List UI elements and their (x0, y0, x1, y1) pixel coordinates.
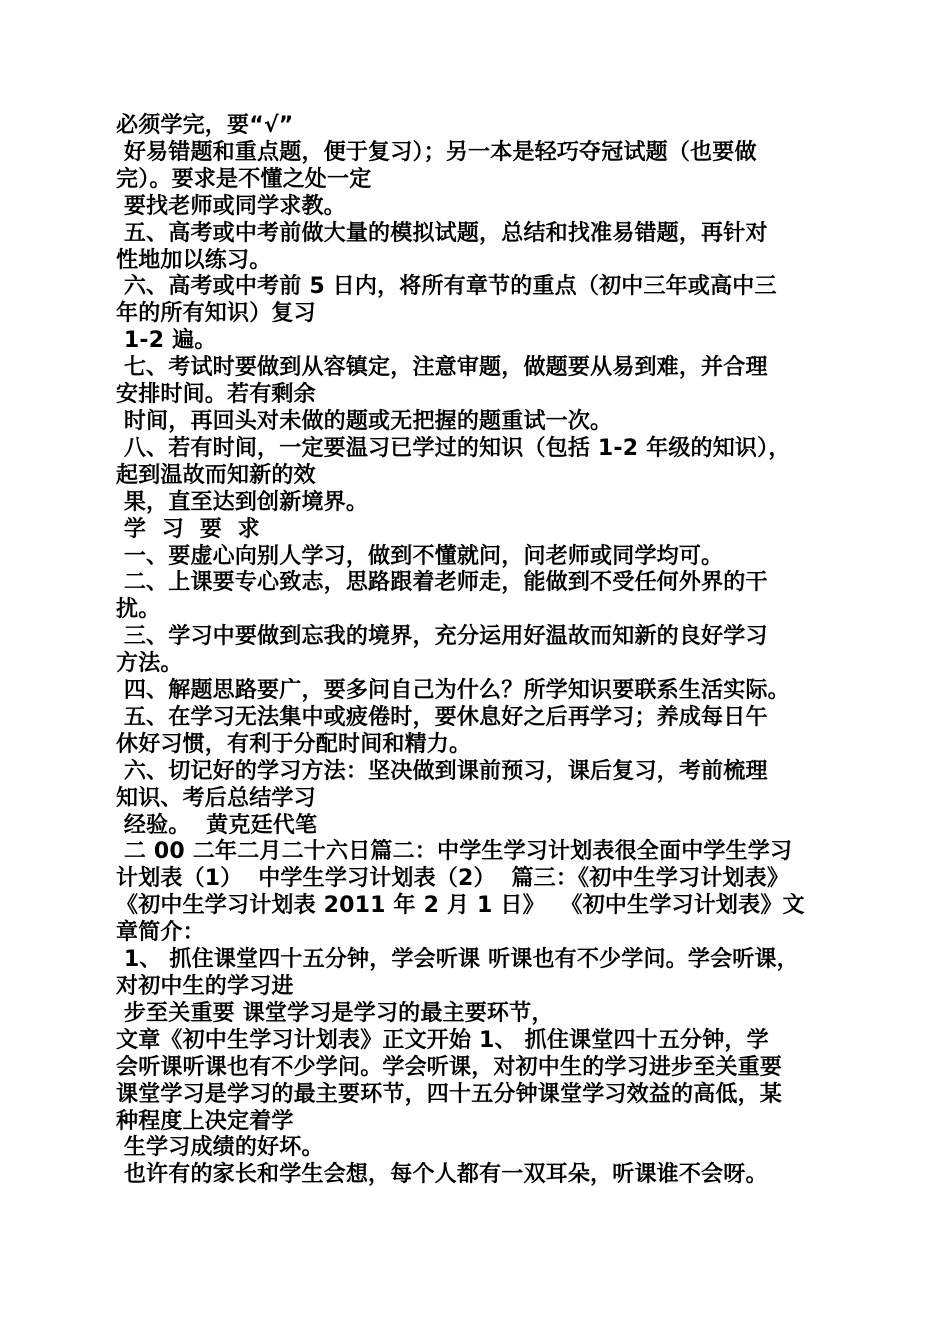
text-line: 二 00 二年二月二十六日篇二：中学生学习计划表很全面中学生学习 (116, 839, 793, 865)
text-line: 扰。 (116, 597, 161, 623)
text-line: 性地加以练习。 (116, 247, 272, 273)
text-line: 完）。要求是不懂之处一定 (116, 166, 372, 192)
text-line: 二、上课要专心致志，思路跟着老师走，能做到不受任何外界的干 (116, 570, 768, 596)
text-line: 六、高考或中考前 5 日内，将所有章节的重点（初中三年或高中三 (116, 274, 777, 300)
text-line: 四、解题思路要广，要多问自己为什么？所学知识要联系生活实际。 (116, 678, 790, 704)
text-line: 必须学完，要“√” (116, 113, 294, 138)
text-line: 也许有的家长和学生会想，每个人都有一双耳朵，听课谁不会呀。 (116, 1162, 768, 1188)
text-line: 起到温故而知新的效 (116, 462, 316, 488)
text-line: 1、 抓住课堂四十五分钟，学会听课 听课也有不少学问。学会听课， (116, 947, 799, 973)
text-line: 课堂学习是学习的最主要环节，四十五分钟课堂学习效益的高低，某 (116, 1081, 783, 1107)
text-line: 种程度上决定着学 (116, 1108, 294, 1134)
text-line: 年的所有知识）复习 (116, 301, 316, 327)
text-line: 七、考试时要做到从容镇定，注意审题，做题要从易到难，并合理 (116, 355, 768, 381)
text-line: 《初中生学习计划表 2011 年 2 月 1 日》 《初中生学习计划表》文 (116, 893, 805, 919)
text-line: 三、学习中要做到忘我的境界，充分运用好温故而知新的良好学习 (116, 624, 768, 650)
document-page (116, 113, 836, 1189)
text-line: 知识、考后总结学习 (116, 785, 316, 811)
text-line: 章简介： (116, 920, 205, 946)
text-line: 八、若有时间，一定要温习已学过的知识（包括 1-2 年级的知识）， (116, 435, 791, 461)
text-line: 生学习成绩的好坏。 (116, 1135, 324, 1161)
text-line: 安排时间。若有剩余 (116, 382, 316, 408)
text-line: 休好习惯，有利于分配时间和精力。 (116, 731, 472, 757)
text-line: 方法。 (116, 651, 183, 677)
text-line: 会听课听课也有不少学问。学会听课，对初中生的学习进步至关重要 (116, 1054, 783, 1080)
text-line: 1-2 遍。 (116, 328, 217, 354)
text-line: 文章《初中生学习计划表》正文开始 1、 抓住课堂四十五分钟，学 (116, 1027, 769, 1053)
text-line: 果，直至达到创新境界。 (116, 489, 369, 515)
text-line: 时间，再回头对未做的题或无把握的题重试一次。 (116, 408, 613, 434)
text-line: 对初中生的学习进 (116, 974, 294, 999)
text-line: 学 习 要 求 (116, 516, 260, 542)
text-line: 一、要虚心向别人学习，做到不懂就问，问老师或同学均可。 (116, 543, 724, 569)
text-line: 经验。 黄克廷代笔 (116, 812, 318, 838)
text-line: 五、在学习无法集中或疲倦时，要休息好之后再学习；养成每日午 (116, 704, 768, 730)
text-line: 五、高考或中考前做大量的模拟试题，总结和找准易错题，再针对 (116, 220, 768, 246)
text-line: 好易错题和重点题，便于复习）；另一本是轻巧夺冠试题（也要做 (116, 139, 757, 165)
text-line: 六、切记好的学习方法：坚决做到课前预习，课后复习，考前梳理 (116, 758, 768, 784)
text-line: 要找老师或同学求教。 (116, 193, 346, 219)
text-line: 计划表（1） 中学生学习计划表（2） 篇三：《初中生学习计划表》 (116, 866, 790, 892)
text-line: 步至关重要 课堂学习是学习的最主要环节， (116, 1000, 554, 1026)
